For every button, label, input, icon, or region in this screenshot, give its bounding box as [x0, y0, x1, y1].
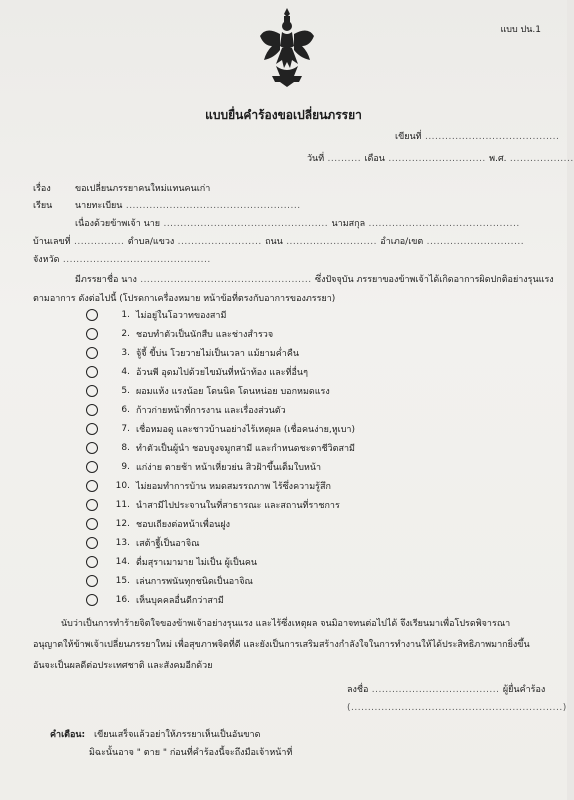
checkbox-circle[interactable] — [86, 385, 98, 397]
year-field[interactable]: ................... — [506, 154, 574, 164]
symptom-item[interactable] — [86, 554, 257, 570]
province-field[interactable]: ............................................ — [59, 255, 211, 265]
to-field[interactable]: .................................................... — [122, 201, 301, 211]
written-at-field[interactable]: ........................................ — [421, 132, 560, 142]
address-row — [33, 234, 524, 248]
symptom-text: ผอมแห้ง แรงน้อย โดนนิด โดนหน่อย บอกหมดแรง — [136, 387, 330, 397]
symptom-item[interactable] — [86, 592, 224, 608]
surname-field[interactable]: ............................................. — [365, 219, 520, 229]
symptom-item[interactable] — [86, 440, 355, 456]
symptom-number: 12. — [115, 519, 130, 529]
symptom-text: นำสามีไปประจานในที่สาธารณะ และสถานที่ราชการ — [136, 501, 340, 511]
symptom-number: 7. — [121, 424, 130, 434]
wife-name-field[interactable]: ................................................... — [136, 275, 315, 285]
district-field[interactable]: ............................. — [423, 237, 525, 247]
symptom-number: 8. — [121, 443, 130, 453]
checkbox-circle[interactable] — [86, 404, 98, 416]
applicant-prefix: เนื่องด้วยข้าพเจ้า นาย — [75, 219, 161, 229]
symptom-number: 16. — [115, 595, 130, 605]
symptom-text: แก่ง่าย ตายช้า หน้าเหี่ยวย่น สิวฝ้าขึ้นเต็มใบหน้า — [136, 463, 322, 473]
symptom-number: 2. — [121, 329, 130, 339]
signature-field[interactable]: ...................................... — [368, 685, 503, 695]
symptom-number: 9. — [121, 462, 130, 472]
sign-label: ลงชื่อ — [347, 685, 369, 695]
symptom-item[interactable] — [86, 345, 299, 361]
symptom-number: 15. — [115, 576, 130, 586]
garuda-emblem-icon — [258, 6, 316, 88]
signature-name-field[interactable]: (...............................................................) — [347, 703, 567, 713]
symptom-item[interactable] — [86, 573, 253, 589]
checkbox-circle[interactable] — [86, 499, 98, 511]
symptom-item[interactable] — [86, 421, 355, 437]
to-row — [75, 198, 301, 212]
applicant-name-field[interactable]: ................................................. — [160, 219, 332, 229]
symptom-number: 1. — [121, 310, 130, 320]
month-field[interactable]: ............................. — [384, 154, 490, 164]
date-row — [307, 151, 574, 165]
symptom-number: 4. — [121, 367, 130, 377]
applicant-label: ผู้ยื่นคำร้อง — [502, 685, 546, 695]
wife-statement-tail: ซึ่งปัจจุบัน ภรรยาของข้าพเจ้าได้เกิดอาการผิดปกติอย่างรุนแรง — [314, 275, 554, 285]
checkbox-circle[interactable] — [86, 461, 98, 473]
checkbox-circle[interactable] — [86, 423, 98, 435]
symptom-item[interactable] — [86, 497, 340, 513]
signature-row — [347, 682, 545, 696]
symptom-item[interactable] — [86, 478, 331, 494]
province-label: จังหวัด — [33, 255, 60, 265]
symptom-text: ชอบเถียงต่อหน้าเพื่อนฝูง — [136, 520, 231, 530]
house-no-label: บ้านเลขที่ — [33, 237, 71, 247]
symptom-number: 10. — [115, 481, 130, 491]
symptom-item[interactable] — [86, 516, 230, 532]
written-at-row — [395, 129, 559, 143]
symptom-item[interactable] — [86, 402, 286, 418]
symptom-item[interactable] — [86, 535, 199, 551]
symptom-text: ชอบทำตัวเป็นนักสืบ และช่างสำรวจ — [136, 330, 274, 340]
checkbox-circle[interactable] — [86, 537, 98, 549]
surname-label: นามสกุล — [331, 219, 366, 229]
checkbox-circle[interactable] — [86, 480, 98, 492]
province-row — [33, 252, 211, 266]
date-field[interactable]: .......... — [324, 154, 365, 164]
to-text: นายทะเบียน — [75, 201, 123, 211]
subject-label: เรื่อง — [33, 184, 51, 194]
applicant-row — [75, 216, 520, 230]
symptom-text: เล่นการพนันทุกชนิดเป็นอาจิณ — [136, 577, 253, 587]
month-label: เดือน — [364, 154, 385, 164]
symptom-text: ดื่มสุราเมามาย ไม่เป็น ผู้เป็นคน — [136, 558, 257, 568]
warning-row — [50, 727, 260, 741]
checkbox-circle[interactable] — [86, 442, 98, 454]
checkbox-circle[interactable] — [86, 556, 98, 568]
warning-title: คำเตือน: — [50, 730, 86, 740]
subdistrict-label: ตำบล/แขวง — [127, 237, 175, 247]
checkbox-circle[interactable] — [86, 518, 98, 530]
checkbox-circle[interactable] — [86, 594, 98, 606]
symptom-item[interactable] — [86, 307, 226, 323]
symptom-text: อ้วนพี อุดมไปด้วยไขมันที่หน้าท้อง และที่อื่นๆ — [136, 368, 308, 378]
symptom-number: 13. — [115, 538, 130, 548]
date-label: วันที่ — [307, 154, 325, 164]
warning-line2: มิฉะนั้นอาจ " ตาย " ก่อนที่คำร้องนี้จะถึงมือเจ้าหน้าที่ — [89, 748, 293, 758]
symptom-number: 3. — [121, 348, 130, 358]
symptom-text: เชื่อหมอดู และชาวบ้านอย่างไร้เหตุผล (เชื่อคนง่าย,หูเบา) — [136, 425, 355, 435]
symptom-number: 14. — [115, 557, 130, 567]
symptom-item[interactable] — [86, 326, 273, 342]
wife-statement-line2: ตามอาการ ดังต่อไปนี้ (โปรดกาเครื่องหมาย หน้าข้อที่ตรงกับอาการของภรรยา) — [33, 294, 336, 304]
symptom-text: ไม่ยอมทำการบ้าน หมดสมรรถภาพ ไร้ซึ่งความรู้สึก — [136, 482, 331, 492]
road-label: ถนน — [265, 237, 283, 247]
symptom-text: จู้จี้ ขี้บ่น โวยวายไม่เป็นเวลา แม้ยามค่ำคืน — [136, 349, 300, 359]
checkbox-circle[interactable] — [86, 328, 98, 340]
symptom-text: ทำตัวเป็นผู้นำ ชอบจูงจมูกสามี และกำหนดชะตาชีวิตสามี — [136, 444, 355, 454]
closing-paragraph: นับว่าเป็นการทำร้ายจิตใจของข้าพเจ้าอย่างรุนแรง และไร้ซึ่งเหตุผล จนมิอาจทนต่อไปได้ จึงเรียนมาเพื่อโปรดพิจารณา อนุญาตให้ข้าพเจ้าเปลี่ยนภรรยาใหม่ เพื่อสุขภาพจิตที่ดี และยังเป็นการเสริมสร้างกำลังใจในการทำงานให้ได้ประสิทธิภาพมากยิ่งขึ้น อันจะเป็นผลดีต่อประเทศชาติ และสังคมอีกด้วย — [33, 619, 530, 671]
checkbox-circle[interactable] — [86, 347, 98, 359]
wife-row — [75, 272, 554, 286]
subdistrict-field[interactable]: ......................... — [174, 237, 266, 247]
symptom-item[interactable] — [86, 383, 330, 399]
to-label: เรียน — [33, 201, 53, 211]
warning-line1: เขียนเสร็จแล้วอย่าให้ภรรยาเห็นเป็นอันขาด — [94, 730, 261, 740]
district-label: อำเภอ/เขต — [380, 237, 424, 247]
written-at-label: เขียนที่ — [395, 132, 422, 142]
symptom-text: เห็นบุคคลอื่นดีกว่าสามี — [136, 596, 224, 606]
subject-text: ขอเปลี่ยนภรรยาคนใหม่แทนคนเก่า — [75, 184, 211, 194]
symptom-item[interactable] — [86, 364, 308, 380]
symptom-text: ก้าวก่ายหน้าที่การงาน และเรื่องส่วนตัว — [136, 406, 286, 416]
symptom-text: ไม่อยู่ในโอวาทของสามี — [136, 311, 227, 321]
form-title: แบบยื่นคำร้องขอเปลี่ยนภรรยา — [205, 108, 362, 122]
symptom-number: 6. — [121, 405, 130, 415]
checkbox-circle[interactable] — [86, 575, 98, 587]
road-field[interactable]: ........................... — [282, 237, 381, 247]
symptom-text: เสต้าฐี้เป็นอาจิณ — [136, 539, 200, 549]
form-code: แบบ ปน.1 — [500, 25, 541, 35]
wife-name-label: มีภรรยาชื่อ นาง — [75, 275, 137, 285]
symptom-number: 11. — [115, 500, 130, 510]
house-no-field[interactable]: ............... — [70, 237, 128, 247]
symptom-item[interactable] — [86, 459, 321, 475]
checkbox-circle[interactable] — [86, 366, 98, 378]
year-label: พ.ศ. — [489, 154, 507, 164]
symptom-number: 5. — [121, 386, 130, 396]
checkbox-circle[interactable] — [86, 309, 98, 321]
